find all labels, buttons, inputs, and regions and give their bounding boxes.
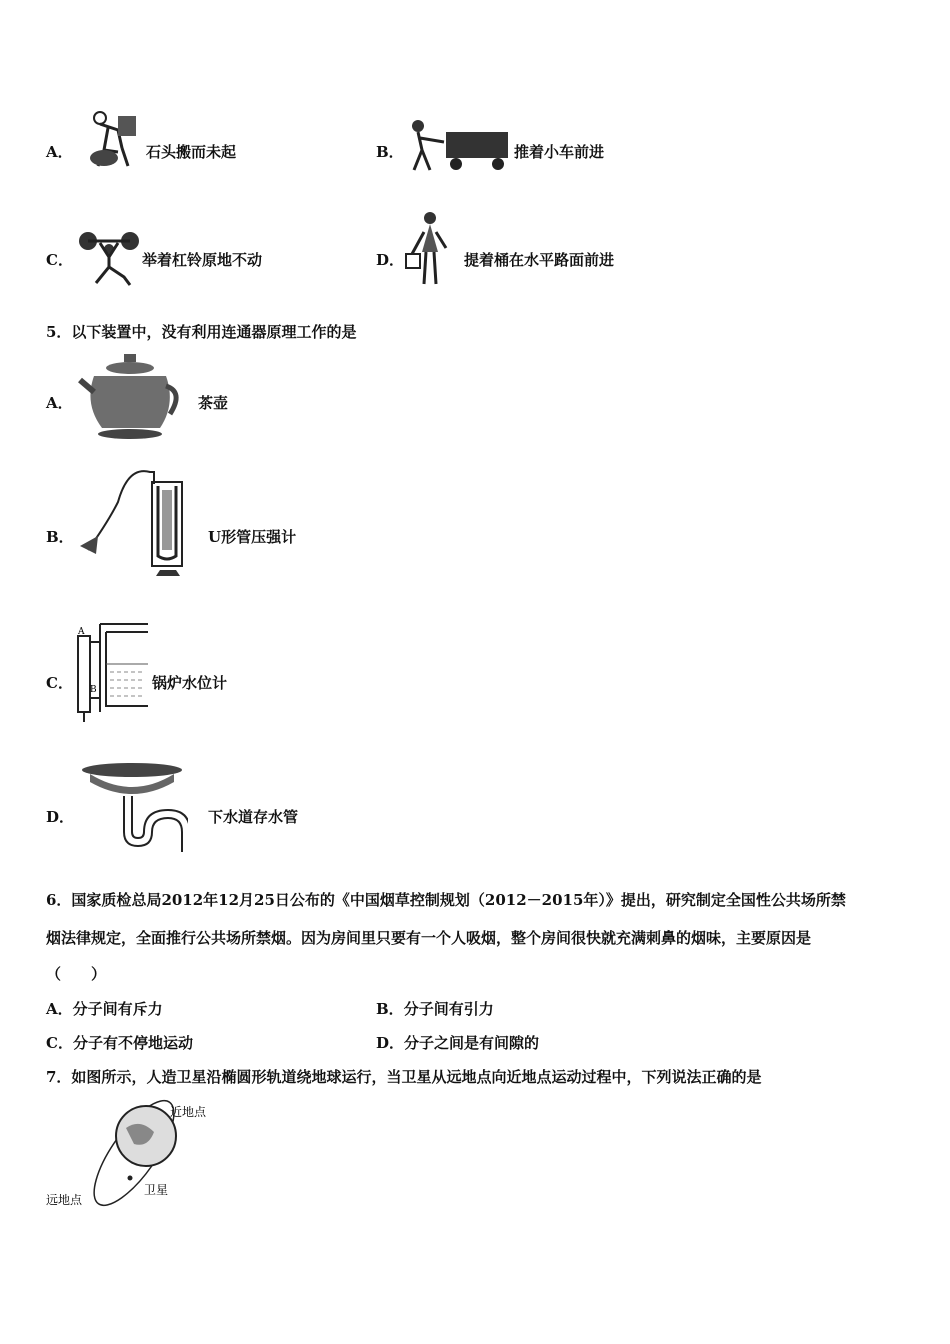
- satellite-orbit-figure: [44, 1098, 224, 1213]
- q6-stem-line2: 烟法律规定，全面推行公共场所禁烟。因为房间里只要有一个人吸烟，整个房间很快就充满刺鼻的烟味，主要原因是: [46, 929, 812, 947]
- q6-option-b: [376, 998, 494, 1019]
- q4-option-d-letter: D．: [376, 251, 405, 269]
- q6-option-d-text: 分子之间是有间隙的: [404, 1034, 540, 1052]
- barbell-figure: [78, 225, 140, 287]
- q5-option-b-letter: B．: [46, 528, 74, 546]
- q6-option-d: [376, 1032, 539, 1053]
- q4-option-d-text: 提着桶在水平路面前进: [464, 251, 615, 269]
- q6-option-c-letter: C．: [46, 1034, 73, 1052]
- boiler-water-gauge-figure: [70, 618, 150, 728]
- near-point-label: 近地点: [170, 1105, 207, 1119]
- teapot-figure: [78, 352, 188, 442]
- q6-option-a: [46, 998, 163, 1019]
- q6-stem-line1: 6．国家质检总局2012年12月25日公布的《中国烟草控制规划（2012－2015年）》提出，研究制定全国性公共场所禁: [46, 891, 846, 909]
- q6-stem-line3: （ ）: [46, 965, 107, 983]
- q4-option-c-letter: C．: [46, 251, 73, 269]
- q5-stem: 5．以下装置中，没有利用连通器原理工作的是: [46, 323, 357, 341]
- q6-option-b-letter: B．: [376, 1000, 404, 1018]
- q6-option-a-letter: A．: [46, 1000, 73, 1018]
- q6-option-d-letter: D．: [376, 1034, 405, 1052]
- carrying-bucket-figure: [404, 210, 454, 290]
- pushing-cart-figure: [404, 118, 512, 174]
- q4-option-c-text: 举着杠铃原地不动: [142, 251, 263, 269]
- lifting-stone-figure: [78, 110, 140, 168]
- q4-option-b-letter: B．: [376, 143, 404, 161]
- q5-option-d-text: 下水道存水管: [208, 808, 299, 826]
- gauge-label-a: A: [78, 627, 85, 637]
- q7-stem: 7．如图所示，人造卫星沿椭圆形轨道绕地球运行，当卫星从远地点向近地点运动过程中，下列说法正确的是: [46, 1068, 762, 1086]
- q5-option-a-text: 茶壶: [198, 394, 229, 412]
- q6-option-b-text: 分子间有引力: [403, 1000, 494, 1018]
- q6-option-c: [46, 1032, 193, 1053]
- q4-option-a-letter: A．: [46, 143, 73, 161]
- q6-option-a-text: 分子间有斥力: [72, 1000, 163, 1018]
- q5-option-b-text: U形管压强计: [208, 528, 297, 546]
- q5-option-d-letter: D．: [46, 808, 75, 826]
- u-tube-manometer-figure: [78, 462, 188, 580]
- far-point-label: 远地点: [46, 1193, 83, 1207]
- drain-trap-figure: [78, 760, 188, 855]
- q6-option-c-text: 分子有不停地运动: [72, 1034, 193, 1052]
- q5-option-c-letter: C．: [46, 674, 73, 692]
- satellite-label: 卫星: [144, 1183, 169, 1197]
- q5-option-c-text: 锅炉水位计: [152, 674, 228, 692]
- q5-option-a-letter: A．: [46, 394, 73, 412]
- gauge-label-b: B: [90, 685, 97, 695]
- q4-option-a-text: 石头搬而未起: [146, 143, 237, 161]
- q4-option-b-text: 推着小车前进: [514, 143, 605, 161]
